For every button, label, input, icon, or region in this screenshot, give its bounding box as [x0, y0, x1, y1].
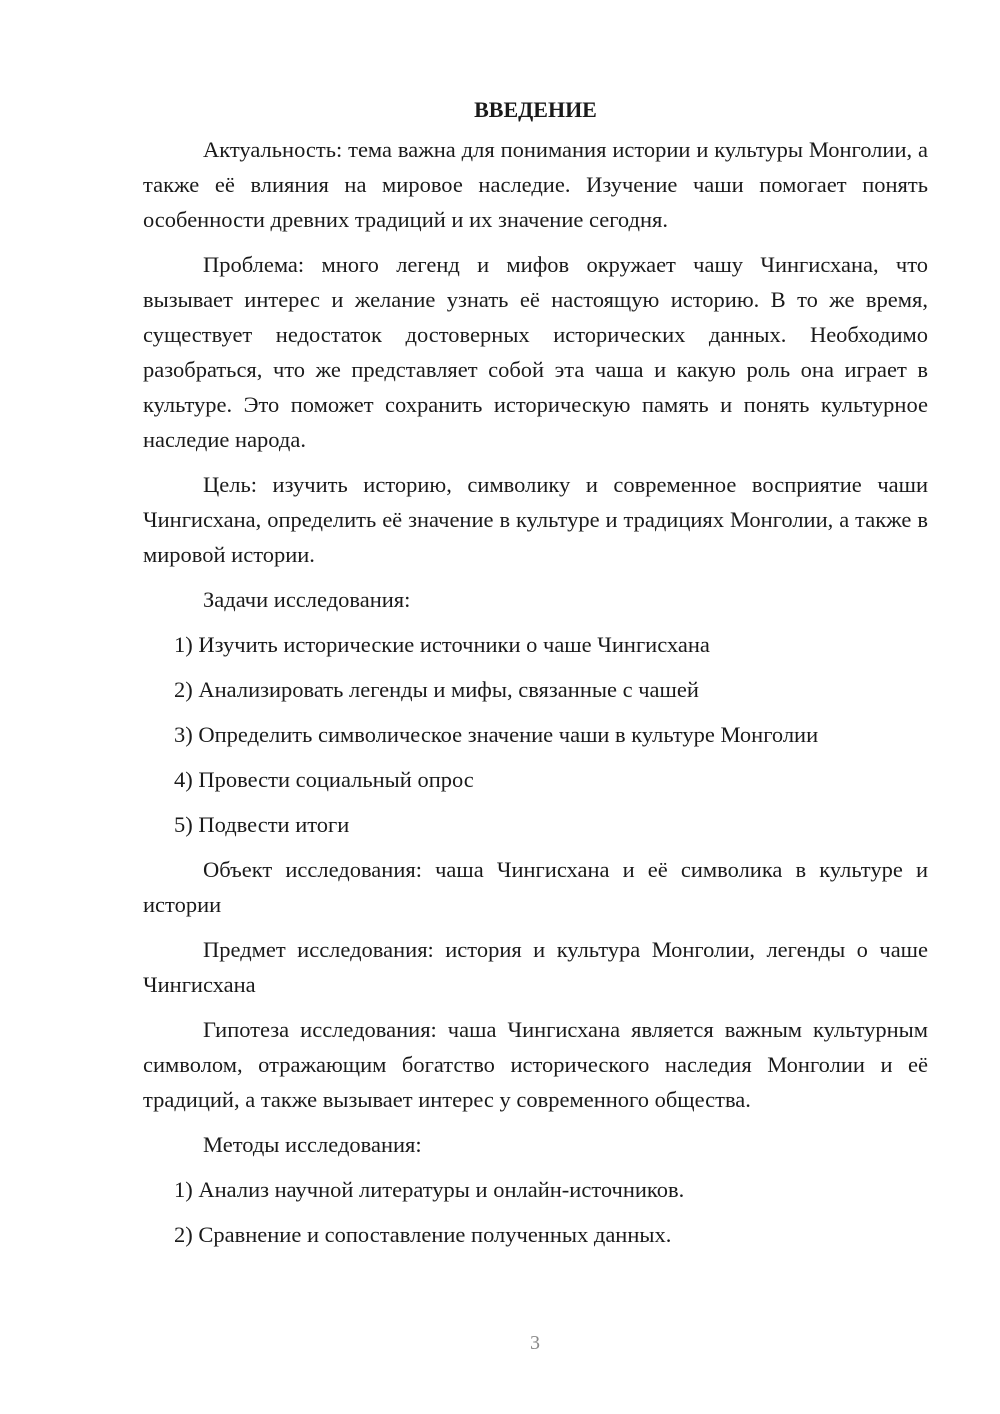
object-paragraph: Объект исследования: чаша Чингисхана и её символика в культуре и истории — [143, 857, 928, 917]
page-number: 3 — [530, 1332, 540, 1354]
method-item: 2) Сравнение и сопоставление полученных данных. — [174, 1222, 672, 1247]
task-item: 5) Подвести итоги — [174, 812, 350, 837]
method-item: 1) Анализ научной литературы и онлайн-источников. — [174, 1177, 685, 1202]
task-item: 4) Провести социальный опрос — [174, 767, 474, 792]
goal-paragraph: Цель: изучить историю, символику и современное восприятие чаши Чингисхана, определить её значение в культуре и традициях Монголии, а также в мировой истории. — [143, 472, 928, 567]
methods-heading: Методы исследования: — [203, 1132, 422, 1157]
task-item: 3) Определить символическое значение чаши в культуре Монголии — [174, 722, 819, 747]
problem-paragraph: Проблема: много легенд и мифов окружает чашу Чингисхана, что вызывает интерес и желание узнать её настоящую историю. В то же время, существует недостаток достоверных исторических данных. Необходимо разобраться, что же представляет собой эта чаша и какую роль она играет в культуре. Это поможет сохранить историческую память и понять культурное наследие народа. — [143, 252, 928, 452]
document-page — [143, 93, 928, 1262]
hypothesis-paragraph: Гипотеза исследования: чаша Чингисхана является важным культурным символом, отражающим богатство исторического наследия Монголии и её традиций, а также вызывает интерес у современного общества. — [143, 1017, 928, 1112]
document-title: ВВЕДЕНИЕ — [474, 97, 597, 122]
task-item: 2) Анализировать легенды и мифы, связанные с чашей — [174, 677, 699, 702]
task-item: 1) Изучить исторические источники о чаше Чингисхана — [174, 632, 710, 657]
tasks-list — [143, 627, 928, 842]
methods-list — [143, 1172, 928, 1252]
relevance-paragraph: Актуальность: тема важна для понимания истории и культуры Монголии, а также её влияния на мировое наследие. Изучение чаши помогает понять особенности древних традиций и их значение сегодня. — [143, 137, 928, 232]
tasks-heading: Задачи исследования: — [203, 587, 411, 612]
subject-paragraph: Предмет исследования: история и культура Монголии, легенды о чаше Чингисхана — [143, 937, 928, 997]
